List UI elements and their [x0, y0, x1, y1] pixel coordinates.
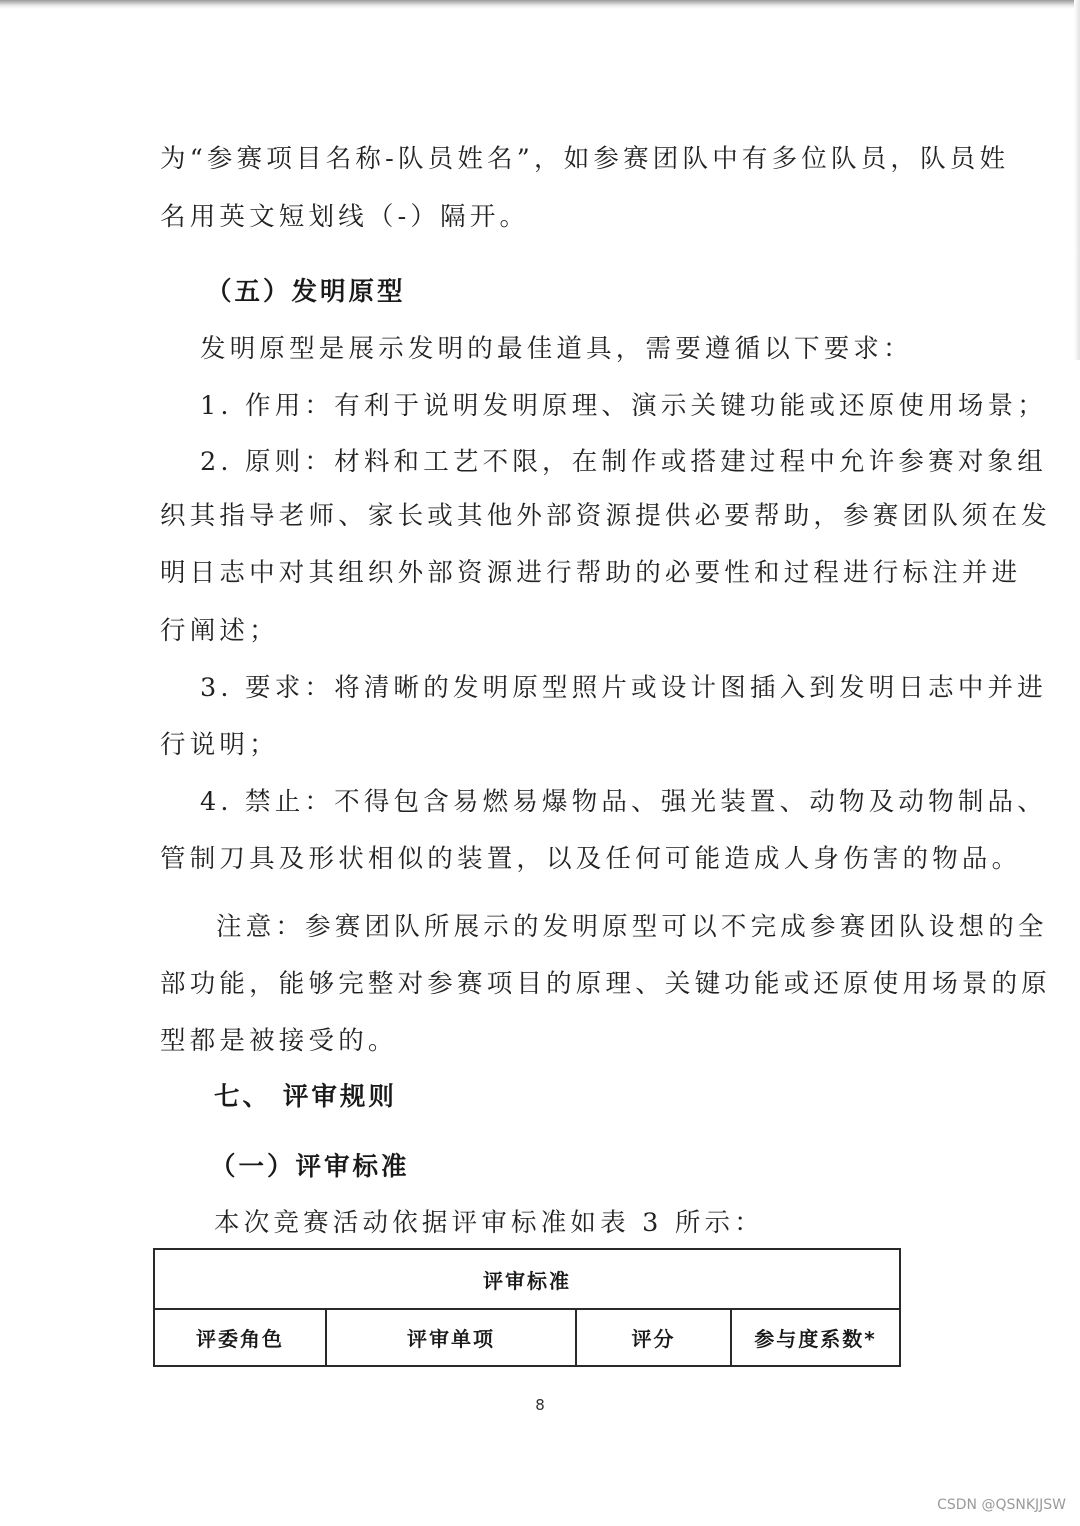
note-line: 型都是被接受的。: [160, 1026, 398, 1056]
list-item: 1. 作用：有利于说明发明原理、演示关键功能或还原使用场景；: [200, 391, 1047, 421]
table-intro: 本次竞赛活动依据评审标准如表 3 所示：: [214, 1208, 764, 1238]
section-heading-prototype: （五）发明原型: [206, 277, 406, 307]
list-item-continuation: 管制刀具及形状相似的装置，以及任何可能造成人身伤害的物品。: [160, 844, 1022, 874]
note-line: 注意：参赛团队所展示的发明原型可以不完成参赛团队设想的全: [216, 912, 1048, 942]
table-header-cell: 参与度系数*: [731, 1309, 900, 1366]
note-line: 部功能，能够完整对参赛项目的原理、关键功能或还原使用场景的原: [160, 969, 1052, 999]
list-item-continuation: 明日志中对其组织外部资源进行帮助的必要性和过程进行标注并进: [160, 558, 1022, 588]
page-number: 8: [535, 1396, 545, 1414]
table-title: 评审标准: [154, 1249, 900, 1309]
watermark: CSDN @QSNKJJSW: [937, 1497, 1066, 1513]
criteria-table: [153, 1248, 901, 1367]
list-item-continuation: 行阐述；: [160, 616, 279, 646]
list-item-continuation: 织其指导老师、家长或其他外部资源提供必要帮助，参赛团队须在发: [160, 501, 1052, 531]
table-header-cell: 评委角色: [154, 1309, 326, 1366]
scan-right-edge: [1074, 0, 1080, 360]
section-heading-review-rules: 七、 评审规则: [214, 1082, 397, 1112]
table-header-cell: 评审单项: [326, 1309, 576, 1366]
scan-top-edge: [0, 0, 1080, 9]
list-item: 4. 禁止：不得包含易燃易爆物品、强光装置、动物及动物制品、: [200, 787, 1047, 817]
table-header-cell: 评分: [576, 1309, 731, 1366]
paragraph-line: 发明原型是展示发明的最佳道具，需要遵循以下要求：: [200, 334, 913, 364]
paragraph-line: 名用英文短划线（-）隔开。: [160, 202, 530, 232]
list-item: 3. 要求：将清晰的发明原型照片或设计图插入到发明日志中并进: [200, 673, 1047, 703]
section-heading-review-criteria: （一）评审标准: [210, 1152, 410, 1182]
list-item: 2. 原则：材料和工艺不限，在制作或搭建过程中允许参赛对象组: [200, 447, 1047, 477]
list-item-continuation: 行说明；: [160, 730, 279, 760]
paragraph-line: 为“参赛项目名称-队员姓名”，如参赛团队中有多位队员，队员姓: [160, 144, 1010, 174]
